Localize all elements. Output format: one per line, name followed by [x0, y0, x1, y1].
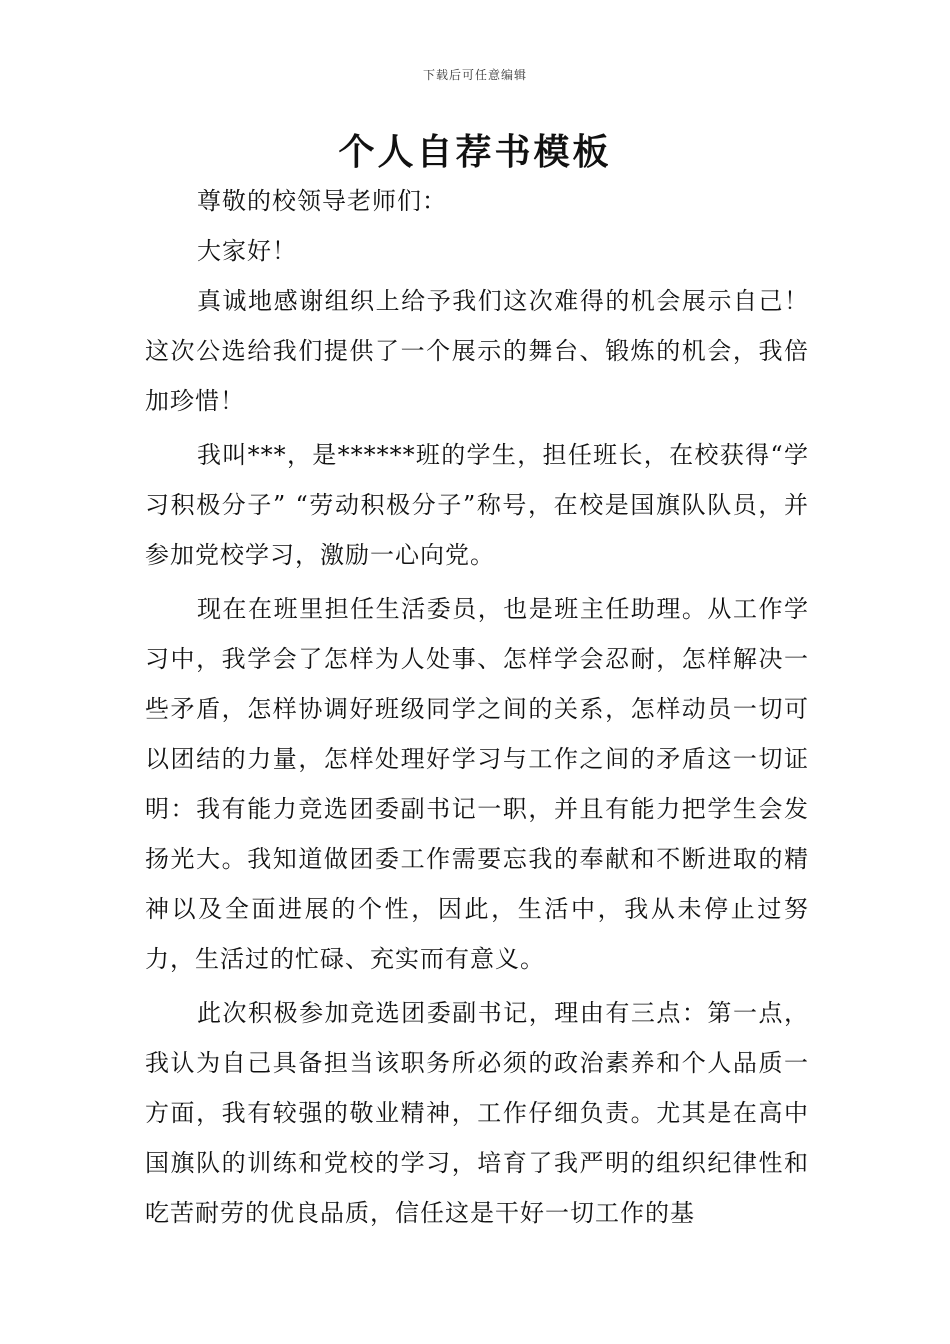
document-body: [145, 176, 809, 1238]
paragraph: 现在在班里担任生活委员，也是班主任助理。从工作学习中，我学会了怎样为人处事、怎样学会忍耐，怎样解决一些矛盾，怎样协调好班级同学之间的关系，怎样动员一切可以团结的力量，怎样处理好学习与工作之间的矛盾这一切证明：我有能力竞选团委副书记一职，并且有能力把学生会发扬光大。我知道做团委工作需要忘我的奉献和不断进取的精神以及全面进展的个性，因此，生活中，我从未停止过努力，生活过的忙碌、充实而有意义。: [145, 595, 809, 973]
paragraph: 我叫***，是******班的学生，担任班长，在校获得“学习积极分子” “劳动积极分子”称号，在校是国旗队队员，并参加党校学习，激励一心向党。: [145, 441, 809, 569]
salutation: 尊敬的校领导老师们：: [197, 187, 447, 215]
greeting: 大家好！: [197, 237, 297, 265]
document-title: 个人自荐书模板: [338, 132, 612, 173]
paragraph: 真诚地感谢组织上给予我们这次难得的机会展示自己！这次公选给我们提供了一个展示的舞台、锻炼的机会，我倍加珍惜！: [145, 287, 809, 415]
paragraph: 此次积极参加竞选团委副书记，理由有三点：第一点，我认为自己具备担当该职务所必须的政治素养和个人品质一方面，我有较强的敬业精神，工作仔细负责。尤其是在高中国旗队的训练和党校的学习，培育了我严明的组织纪律性和吃苦耐劳的优良品质，信任这是干好一切工作的基: [145, 999, 809, 1227]
header-note: 下载后可任意编辑: [422, 68, 527, 82]
